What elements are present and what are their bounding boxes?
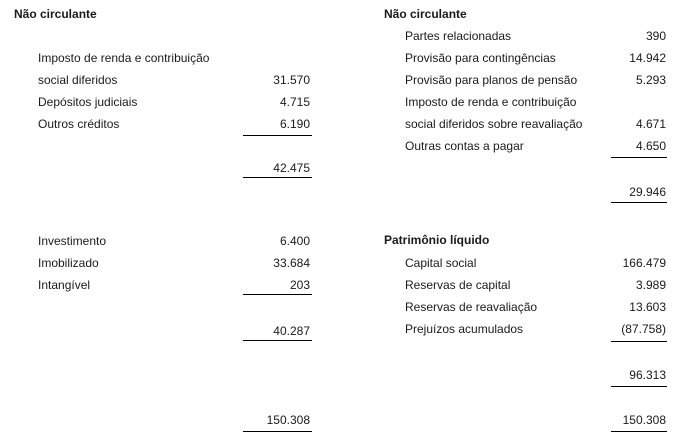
- section-header-nao-circulante-left: Não circulante: [14, 7, 97, 21]
- line-item-label: Provisão para contingências: [405, 51, 556, 65]
- line-item-value: 5.293: [635, 73, 666, 87]
- line-item-value-underlined: (87.758): [611, 322, 667, 342]
- total-value: 150.308: [611, 413, 667, 432]
- section-header-patrimonio-liquido: Patrimônio líquido: [384, 233, 490, 247]
- line-item-value-underlined: 203: [243, 278, 312, 295]
- total-value: 150.308: [243, 413, 312, 432]
- line-item-label: Investimento: [38, 234, 107, 248]
- line-item-label: Imposto de renda e contribuição: [405, 95, 577, 109]
- line-item-label: social diferidos: [38, 73, 118, 87]
- line-item-label: Reservas de capital: [405, 278, 511, 292]
- line-item-value-underlined: 6.190: [243, 117, 312, 136]
- line-item-label: Provisão para planos de pensão: [405, 73, 578, 87]
- line-item-label: social diferidos sobre reavaliação: [405, 117, 583, 131]
- subtotal-value: 42.475: [243, 161, 312, 178]
- subtotal-value: 40.287: [243, 324, 312, 341]
- line-item-label: Reservas de reavaliação: [405, 300, 538, 314]
- line-item-value-underlined: 4.650: [611, 139, 667, 158]
- line-item-value: 31.570: [273, 73, 310, 87]
- line-item-value: 390: [645, 29, 666, 43]
- line-item-value: 4.715: [279, 95, 310, 109]
- line-item-value: 14.942: [629, 51, 666, 65]
- line-item-label: Capital social: [405, 256, 477, 270]
- line-item-label: Imobilizado: [38, 256, 99, 270]
- line-item-value: 4.671: [635, 117, 666, 131]
- subtotal-value: 96.313: [611, 368, 667, 387]
- line-item-value: 33.684: [273, 256, 310, 270]
- line-item-value: 6.400: [279, 234, 310, 248]
- line-item-label: Depósitos judiciais: [38, 95, 138, 109]
- line-item-value: 3.989: [635, 278, 666, 292]
- line-item-value: 166.479: [622, 256, 666, 270]
- line-item-label: Outras contas a pagar: [405, 139, 524, 153]
- line-item-label: Outros créditos: [38, 117, 120, 131]
- line-item-value: 13.603: [629, 300, 666, 314]
- line-item-label: Partes relacionadas: [405, 29, 512, 43]
- subtotal-value: 29.946: [611, 185, 667, 203]
- section-header-nao-circulante-right: Não circulante: [384, 7, 467, 21]
- line-item-label: Intangível: [38, 278, 91, 292]
- line-item-label: Imposto de renda e contribuição: [38, 51, 210, 65]
- line-item-label: Prejuízos acumulados: [405, 322, 524, 336]
